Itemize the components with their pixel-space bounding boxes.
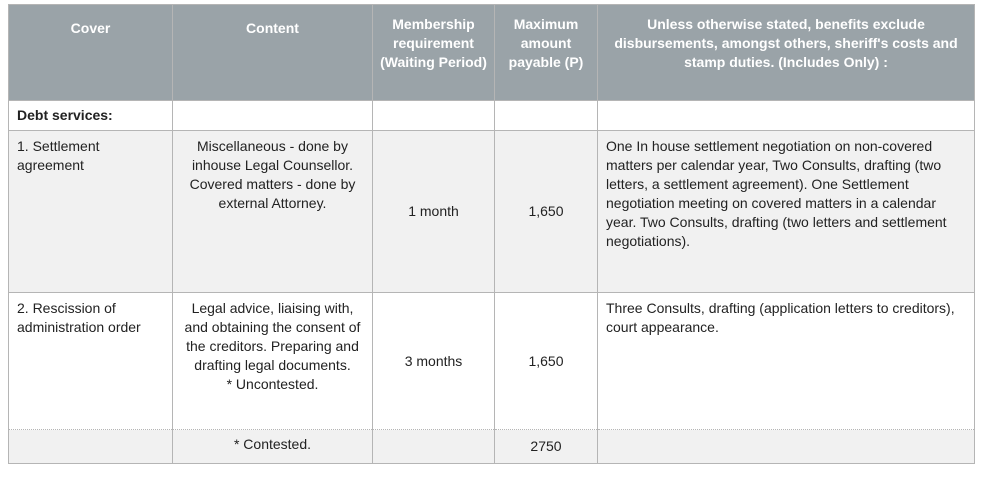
empty-cell [9,430,173,464]
benefits-table-container [8,4,974,464]
empty-cell [495,101,598,131]
header-cover: Cover [9,5,173,101]
header-content: Content [173,5,373,101]
table-row [9,430,975,464]
waiting-period-cell: 3 months [373,293,495,430]
benefits-cell: One In house settlement negotiation on non-covered matters per calendar year, Two Consults, drafting (two letters, a settlement agreement). One Settlement negotiation meeting on covered matters in a calendar year. Two Consults, drafting (two letters and settlement negotiations). [598,131,975,293]
empty-cell [173,101,373,131]
header-maximum-amount: Maximum amount payable (P) [495,5,598,101]
cover-text: 2. Rescission of administration order [17,300,141,335]
benefits-cell: Three Consults, drafting (application letters to creditors), court appearance. [598,293,975,430]
waiting-period-cell: 1 month [373,131,495,293]
empty-cell [598,430,975,464]
empty-cell [373,430,495,464]
content-note: * Uncontested. [226,376,319,392]
section-title: Debt services: [9,101,173,131]
empty-cell [598,101,975,131]
amount-cell: 1,650 [495,131,598,293]
empty-cell [373,101,495,131]
table-row [9,131,975,293]
content-cell: Miscellaneous - done by inhouse Legal Counsellor. Covered matters - done by external Attorney. [173,131,373,293]
header-benefits-note: Unless otherwise stated, benefits exclude disbursements, amongst others, sheriff's costs and stamp duties. (Includes Only) : [598,5,975,101]
benefits-table [8,4,975,464]
table-header-row [9,5,975,101]
table-row [9,293,975,430]
content-cell: * Contested. [173,430,373,464]
section-row [9,101,975,131]
amount-cell: 2750 [495,430,598,464]
cover-cell [9,293,173,430]
header-membership-requirement: Membership requirement (Waiting Period) [373,5,495,101]
amount-cell: 1,650 [495,293,598,430]
content-text: Legal advice, liaising with, and obtaining the consent of the creditors. Preparing and drafting legal documents. [184,300,361,373]
content-cell [173,293,373,430]
cover-cell: 1. Settlement agreement [9,131,173,293]
